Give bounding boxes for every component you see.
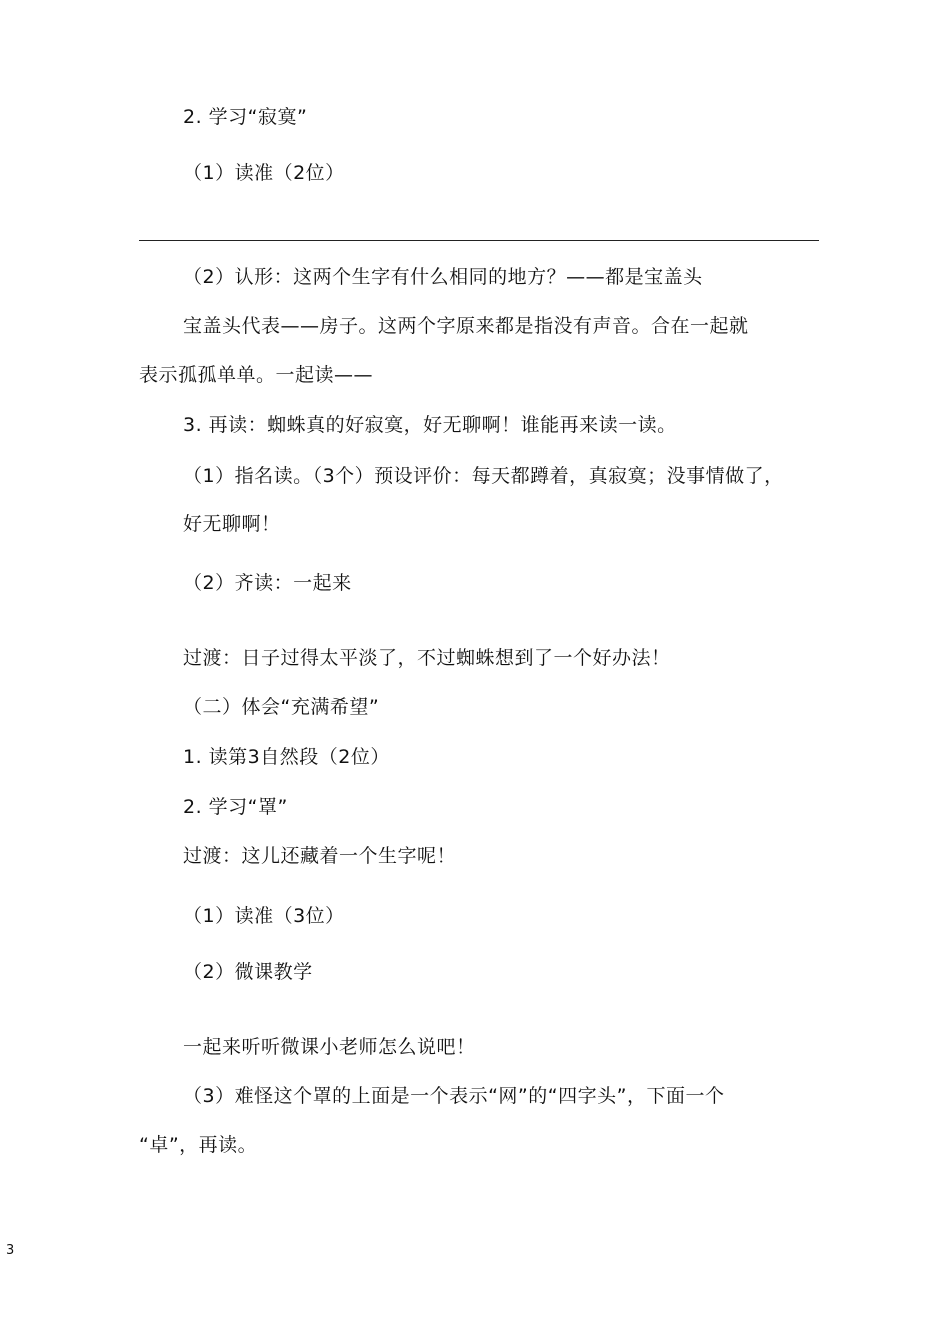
text-line: 过渡：日子过得太平淡了，不过蜘蛛想到了一个好办法！ (183, 647, 671, 669)
text-line: 1. 读第3自然段（2位） (183, 746, 390, 768)
text-line: 一起来听听微课小老师怎么说吧！ (183, 1036, 476, 1058)
text-line: （1）读准（2位） (183, 162, 345, 184)
text-line: （1）指名读。（3个）预设评价：每天都蹲着，真寂寞；没事情做了， (183, 465, 784, 487)
text-line: 2. 学习“罩” (183, 796, 288, 818)
text-line: （二）体会“充满希望” (183, 696, 380, 718)
text-line: 过渡：这儿还藏着一个生字呢！ (183, 845, 457, 867)
text-line: 表示孤孤单单。一起读—— (139, 364, 374, 386)
text-line: 2. 学习“寂寞” (183, 106, 308, 128)
text-line: （2）认形：这两个生字有什么相同的地方？——都是宝盖头 (183, 266, 703, 288)
page-number: 3 (6, 1243, 15, 1258)
text-line: （2）微课教学 (183, 961, 313, 983)
text-line: 好无聊啊！ (183, 513, 281, 535)
text-line: （3）难怪这个罩的上面是一个表示“网”的“四字头”，下面一个 (183, 1085, 725, 1107)
text-line: 宝盖头代表——房子。这两个字原来都是指没有声音。合在一起就 (183, 315, 749, 337)
text-line: 3. 再读：蜘蛛真的好寂寞，好无聊啊！谁能再来读一读。 (183, 414, 677, 436)
text-line: （2）齐读：一起来 (183, 572, 352, 594)
text-line: （1）读准（3位） (183, 905, 345, 927)
horizontal-rule (139, 240, 819, 241)
text-line: “卓”，再读。 (139, 1134, 258, 1156)
